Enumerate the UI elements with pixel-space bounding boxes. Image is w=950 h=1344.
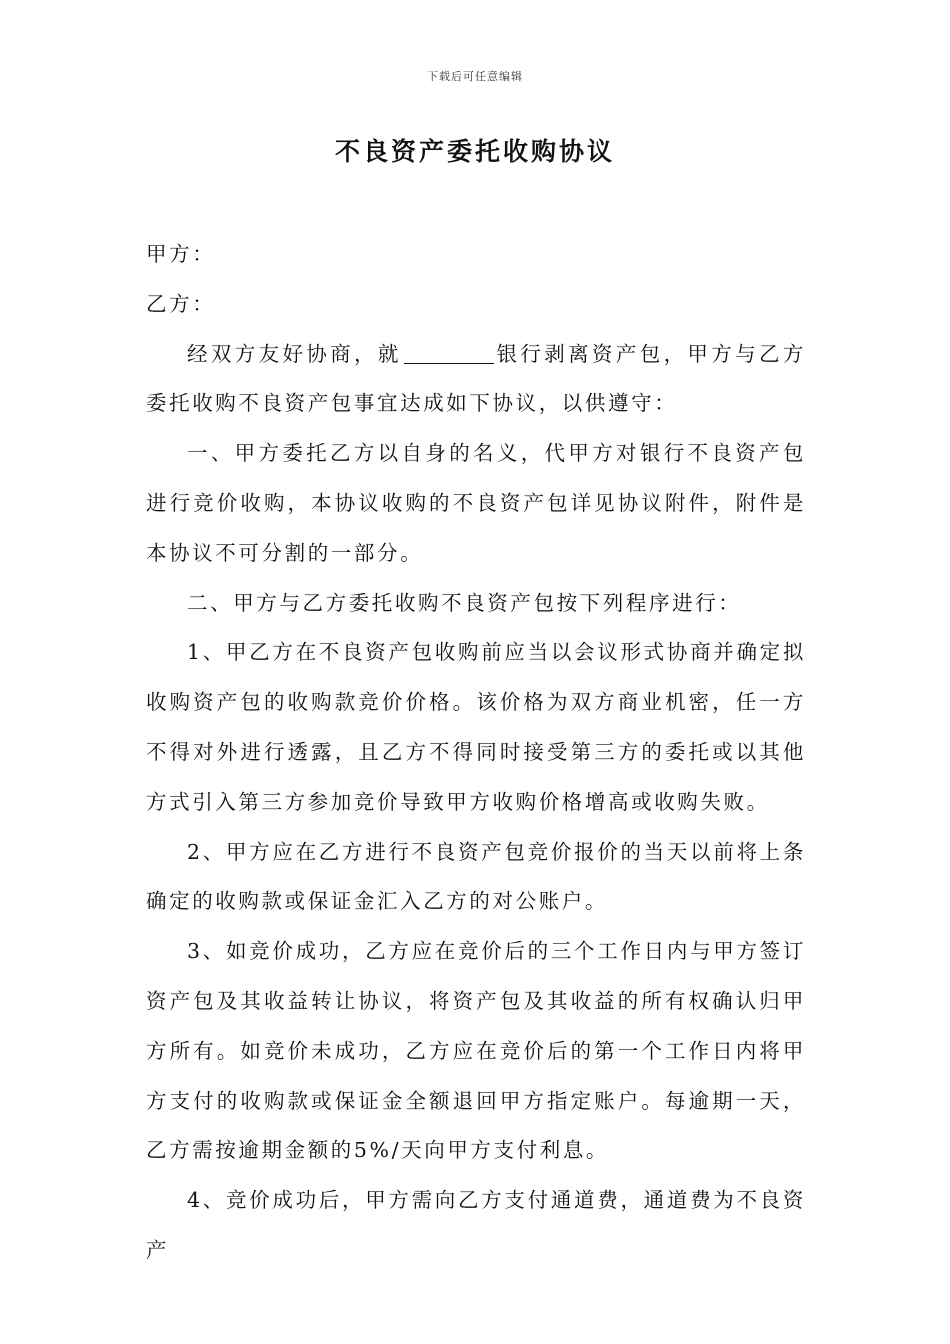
intro-text-end: 银行剥离资产包，甲方与乙方委托收购不良资产包事宜达成如下协议，以供遵守：	[146, 341, 806, 416]
document-body	[146, 230, 806, 1276]
intro-paragraph	[146, 330, 806, 430]
item-3-paragraph: 3、如竞价成功，乙方应在竞价后的三个工作日内与甲方签订资产包及其收益转让协议，将资产包及其收益的所有权确认归甲方所有。如竞价未成功，乙方应在竞价后的第一个工作日内将甲方支付的收购款或保证金全额退回甲方指定账户。每逾期一天，乙方需按逾期金额的5%/天向甲方支付利息。	[146, 939, 806, 1163]
bank-name-blank[interactable]	[404, 342, 494, 364]
party-b-line: 乙方：	[146, 291, 216, 316]
item-1-paragraph: 1、甲乙方在不良资产包收购前应当以会议形式协商并确定拟收购资产包的收购款竞价价格。该价格为双方商业机密，任一方不得对外进行透露，且乙方不得同时接受第三方的委托或以其他方式引入第三方参加竞价导致甲方收购价格增高或收购失败。	[146, 640, 806, 814]
header-note: 下载后可任意编辑	[427, 70, 523, 83]
clause-2-paragraph: 二、甲方与乙方委托收购不良资产包按下列程序进行：	[187, 590, 742, 615]
party-a-line: 甲方：	[146, 242, 216, 266]
clause-1-paragraph: 一、甲方委托乙方以自身的名义，代甲方对银行不良资产包进行竞价收购，本协议收购的不良资产包详见协议附件，附件是本协议不可分割的一部分。	[146, 441, 806, 565]
item-2-paragraph: 2、甲方应在乙方进行不良资产包竞价报价的当天以前将上条确定的收购款或保证金汇入乙方的对公账户。	[146, 839, 806, 914]
item-4-paragraph: 4、竞价成功后，甲方需向乙方支付通道费，通道费为不良资产	[146, 1188, 806, 1262]
intro-text-start: 经双方友好协商，就	[187, 341, 402, 366]
document-title: 不良资产委托收购协议	[334, 137, 615, 166]
